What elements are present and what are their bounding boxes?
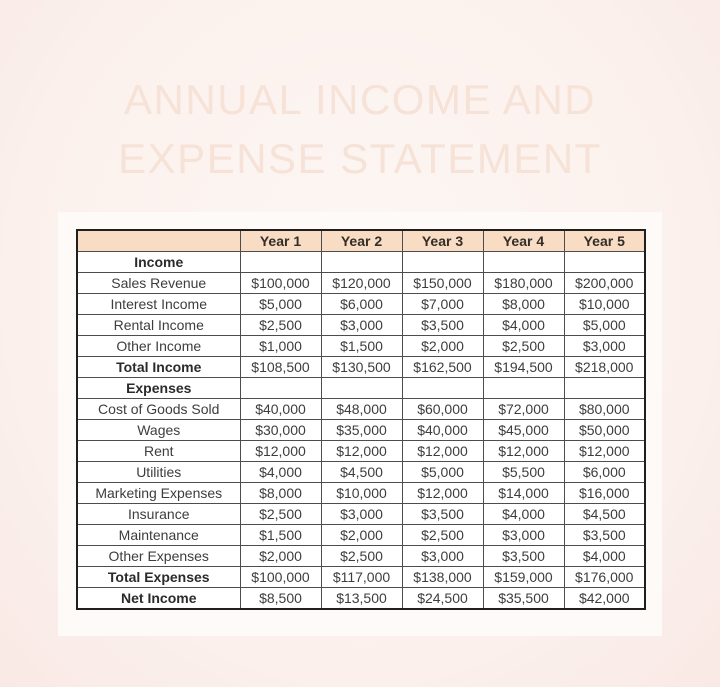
- value-cell: $3,000: [321, 504, 402, 525]
- value-cell: $3,000: [483, 525, 564, 546]
- value-cell: $5,500: [483, 462, 564, 483]
- value-cell: $7,000: [402, 294, 483, 315]
- year-column-header: Year 3: [402, 230, 483, 252]
- statement-table-container: [76, 229, 646, 610]
- row-label-cell: Other Expenses: [77, 546, 240, 567]
- table-row: [77, 441, 645, 462]
- page-title-line-1: ANNUAL INCOME AND: [123, 76, 597, 123]
- value-cell: $10,000: [564, 294, 645, 315]
- table-row: [77, 525, 645, 546]
- value-cell: $150,000: [402, 273, 483, 294]
- value-cell: $100,000: [240, 567, 321, 588]
- value-cell: $30,000: [240, 420, 321, 441]
- row-label-cell: Maintenance: [77, 525, 240, 546]
- value-cell: $3,500: [402, 315, 483, 336]
- value-cell: [240, 252, 321, 273]
- value-cell: $2,500: [402, 525, 483, 546]
- table-body: [77, 252, 645, 610]
- value-cell: $12,000: [240, 441, 321, 462]
- value-cell: $8,500: [240, 588, 321, 610]
- year-column-header: Year 4: [483, 230, 564, 252]
- value-cell: $12,000: [564, 441, 645, 462]
- row-label-cell: Sales Revenue: [77, 273, 240, 294]
- table-row: [77, 315, 645, 336]
- value-cell: $3,500: [402, 504, 483, 525]
- row-label-cell: Insurance: [77, 504, 240, 525]
- row-label-cell: Net Income: [77, 588, 240, 610]
- value-cell: $4,500: [321, 462, 402, 483]
- table-row: [77, 336, 645, 357]
- year-column-header: Year 5: [564, 230, 645, 252]
- value-cell: $100,000: [240, 273, 321, 294]
- income-expense-table: [76, 229, 646, 610]
- value-cell: $5,000: [402, 462, 483, 483]
- value-cell: $130,500: [321, 357, 402, 378]
- value-cell: $6,000: [564, 462, 645, 483]
- value-cell: $3,000: [564, 336, 645, 357]
- row-label-cell: Interest Income: [77, 294, 240, 315]
- value-cell: $2,000: [240, 546, 321, 567]
- value-cell: $218,000: [564, 357, 645, 378]
- value-cell: $3,000: [321, 315, 402, 336]
- value-cell: $10,000: [321, 483, 402, 504]
- value-cell: [564, 252, 645, 273]
- value-cell: $2,500: [240, 504, 321, 525]
- value-cell: $2,500: [240, 315, 321, 336]
- value-cell: [483, 378, 564, 399]
- value-cell: $2,500: [321, 546, 402, 567]
- value-cell: [321, 252, 402, 273]
- value-cell: $12,000: [402, 483, 483, 504]
- value-cell: $194,500: [483, 357, 564, 378]
- value-cell: $4,000: [483, 315, 564, 336]
- value-cell: $12,000: [402, 441, 483, 462]
- value-cell: [483, 252, 564, 273]
- value-cell: $12,000: [321, 441, 402, 462]
- value-cell: [240, 378, 321, 399]
- value-cell: $138,000: [402, 567, 483, 588]
- value-cell: [402, 378, 483, 399]
- value-cell: $16,000: [564, 483, 645, 504]
- value-cell: $50,000: [564, 420, 645, 441]
- row-label-cell: Income: [77, 252, 240, 273]
- row-label-cell: Wages: [77, 420, 240, 441]
- row-label-cell: Total Expenses: [77, 567, 240, 588]
- table-row: [77, 252, 645, 273]
- value-cell: $4,000: [240, 462, 321, 483]
- value-cell: $4,000: [564, 546, 645, 567]
- value-cell: $5,000: [564, 315, 645, 336]
- table-row: [77, 378, 645, 399]
- value-cell: $162,500: [402, 357, 483, 378]
- page-title: [0, 70, 720, 188]
- value-cell: $2,000: [402, 336, 483, 357]
- row-label-cell: Utilities: [77, 462, 240, 483]
- table-row: [77, 273, 645, 294]
- row-label-cell: Rent: [77, 441, 240, 462]
- row-label-cell: Expenses: [77, 378, 240, 399]
- value-cell: $60,000: [402, 399, 483, 420]
- value-cell: $14,000: [483, 483, 564, 504]
- table-row: [77, 504, 645, 525]
- value-cell: $48,000: [321, 399, 402, 420]
- value-cell: $72,000: [483, 399, 564, 420]
- row-label-cell: Cost of Goods Sold: [77, 399, 240, 420]
- value-cell: $108,500: [240, 357, 321, 378]
- table-row: [77, 420, 645, 441]
- value-cell: $1,500: [321, 336, 402, 357]
- value-cell: $35,000: [321, 420, 402, 441]
- value-cell: $5,000: [240, 294, 321, 315]
- row-label-cell: Rental Income: [77, 315, 240, 336]
- value-cell: $80,000: [564, 399, 645, 420]
- table-row: [77, 294, 645, 315]
- year-column-header: Year 1: [240, 230, 321, 252]
- value-cell: $117,000: [321, 567, 402, 588]
- table-row: [77, 588, 645, 610]
- value-cell: $6,000: [321, 294, 402, 315]
- value-cell: $3,500: [483, 546, 564, 567]
- value-cell: $200,000: [564, 273, 645, 294]
- value-cell: $8,000: [483, 294, 564, 315]
- row-label-cell: Total Income: [77, 357, 240, 378]
- value-cell: $24,500: [402, 588, 483, 610]
- value-cell: $45,000: [483, 420, 564, 441]
- table-row: [77, 399, 645, 420]
- table-row: [77, 546, 645, 567]
- value-cell: $176,000: [564, 567, 645, 588]
- value-cell: [321, 378, 402, 399]
- value-cell: $42,000: [564, 588, 645, 610]
- value-cell: $1,000: [240, 336, 321, 357]
- value-cell: $4,500: [564, 504, 645, 525]
- value-cell: $4,000: [483, 504, 564, 525]
- value-cell: $13,500: [321, 588, 402, 610]
- row-label-cell: Marketing Expenses: [77, 483, 240, 504]
- value-cell: $2,000: [321, 525, 402, 546]
- value-cell: $8,000: [240, 483, 321, 504]
- value-cell: $35,500: [483, 588, 564, 610]
- value-cell: [564, 378, 645, 399]
- value-cell: $40,000: [402, 420, 483, 441]
- table-row: [77, 567, 645, 588]
- value-cell: $3,000: [402, 546, 483, 567]
- value-cell: $159,000: [483, 567, 564, 588]
- value-cell: $180,000: [483, 273, 564, 294]
- value-cell: $1,500: [240, 525, 321, 546]
- value-cell: $120,000: [321, 273, 402, 294]
- value-cell: $12,000: [483, 441, 564, 462]
- corner-header-cell: [77, 230, 240, 252]
- value-cell: $40,000: [240, 399, 321, 420]
- table-row: [77, 357, 645, 378]
- value-cell: $2,500: [483, 336, 564, 357]
- value-cell: $3,500: [564, 525, 645, 546]
- page-title-line-2: EXPENSE STATEMENT: [118, 135, 602, 182]
- table-header-row: [77, 230, 645, 252]
- table-row: [77, 462, 645, 483]
- row-label-cell: Other Income: [77, 336, 240, 357]
- year-column-header: Year 2: [321, 230, 402, 252]
- value-cell: [402, 252, 483, 273]
- table-row: [77, 483, 645, 504]
